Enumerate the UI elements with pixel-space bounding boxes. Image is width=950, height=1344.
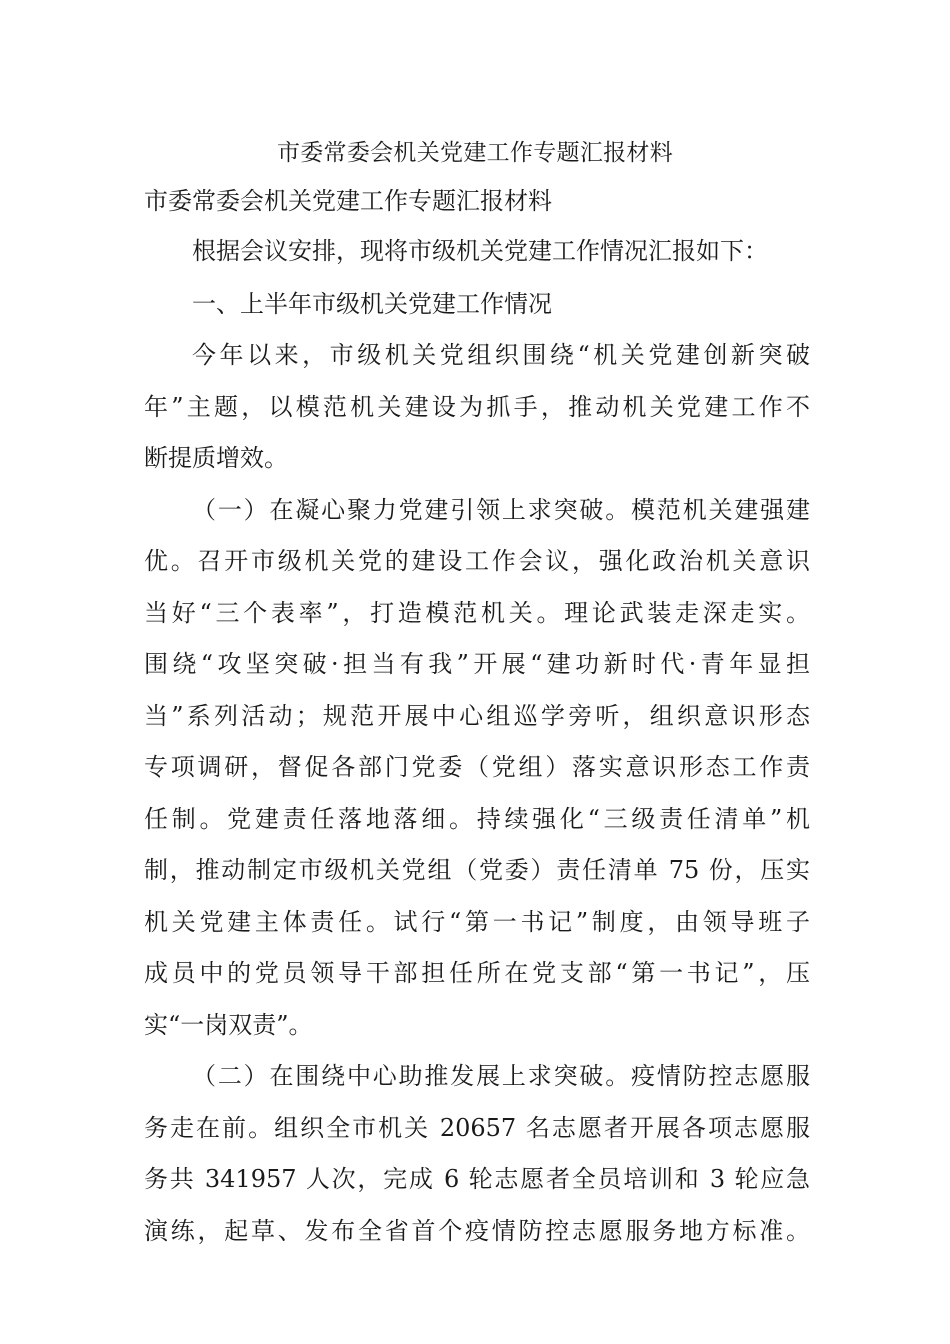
paragraph-line: 围绕“攻坚突破·担当有我”开展“建功新时代·青年显担 — [144, 650, 810, 678]
paragraph-line: 优。召开市级机关党的建设工作会议，强化政治机关意识 — [144, 547, 810, 575]
section-heading: 一、上半年市级机关党建工作情况 — [192, 290, 552, 318]
paragraph-line: 演练，起草、发布全省首个疫情防控志愿服务地方标准。 — [144, 1217, 810, 1245]
paragraph-line: 实“一岗双责”。 — [144, 1011, 313, 1039]
paragraph-line: （二）在围绕中心助推发展上求突破。疫情防控志愿服 — [192, 1062, 810, 1090]
paragraph-line: 务走在前。组织全市机关 20657 名志愿者开展各项志愿服 — [144, 1114, 810, 1142]
paragraph-line: 当好“三个表率”，打造模范机关。理论武装走深走实。 — [144, 599, 810, 627]
paragraph-line: 当”系列活动；规范开展中心组巡学旁听，组织意识形态 — [144, 702, 810, 730]
paragraph-line: 务共 341957 人次，完成 6 轮志愿者全员培训和 3 轮应急 — [144, 1165, 810, 1193]
paragraph-line: 机关党建主体责任。试行“第一书记”制度，由领导班子 — [144, 908, 810, 936]
paragraph-line: 年”主题，以模范机关建设为抓手，推动机关党建工作不 — [144, 393, 810, 421]
paragraph-line: 制，推动制定市级机关党组（党委）责任清单 75 份，压实 — [144, 856, 810, 884]
paragraph-line: 断提质增效。 — [144, 444, 288, 472]
paragraph-line: （一）在凝心聚力党建引领上求突破。模范机关建强建 — [192, 496, 810, 524]
paragraph-line: 今年以来，市级机关党组织围绕“机关党建创新突破 — [192, 341, 810, 369]
document-title: 市委常委会机关党建工作专题汇报材料 — [276, 140, 674, 166]
paragraph-line: 任制。党建责任落地落细。持续强化“三级责任清单”机 — [144, 805, 810, 833]
paragraph-line: 成员中的党员领导干部担任所在党支部“第一书记”，压 — [144, 959, 810, 987]
intro-paragraph: 根据会议安排，现将市级机关党建工作情况汇报如下： — [192, 237, 768, 265]
paragraph-line: 专项调研，督促各部门党委（党组）落实意识形态工作责 — [144, 753, 810, 781]
document-subtitle: 市委常委会机关党建工作专题汇报材料 — [144, 187, 552, 215]
